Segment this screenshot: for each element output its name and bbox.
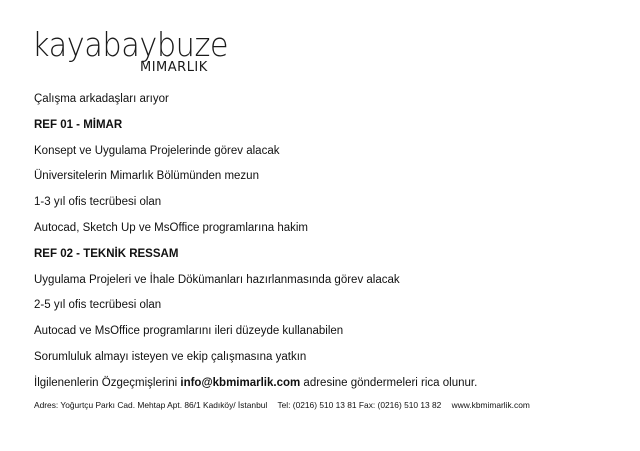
contact-email-link[interactable]: info@kbmimarlik.com	[180, 376, 301, 389]
logo-subtitle: MIMARLIK	[140, 60, 208, 75]
ref2-item: Autocad ve MsOffice programlarını ileri düzeyde kullanabilen	[34, 325, 344, 338]
ref1-title: REF 01 - MİMAR	[34, 118, 123, 131]
intro-text: Çalışma arkadaşları arıyor	[34, 93, 169, 105]
ref1-item: 1-3 yıl ofis tecrübesi olan	[34, 196, 162, 209]
contact-line	[34, 376, 624, 402]
ref2-title: REF 02 - TEKNİK RESSAM	[34, 247, 179, 260]
footer-phone: Tel: (0216) 510 13 81 Fax: (0216) 510 13 82	[277, 400, 442, 410]
contact-text-before: İlgilenenlerin Özgeçmişlerini	[34, 376, 181, 389]
ref2-item: Uygulama Projeleri ve İhale Dökümanları hazırlanmasında görev alacak	[34, 273, 400, 286]
ref1-item: Üniversitelerin Mimarlık Bölümünden mezun	[34, 170, 259, 183]
footer	[34, 400, 538, 410]
job-posting-body	[34, 92, 624, 402]
company-logo	[32, 25, 245, 75]
ref2-item: 2-5 yıl ofis tecrübesi olan	[34, 299, 162, 312]
logo-wordmark: kayabaybuze	[32, 25, 229, 64]
ref2-item: Sorumluluk almayı isteyen ve ekip çalışmasına yatkın	[34, 350, 307, 363]
ref1-item: Konsept ve Uygulama Projelerinde görev alacak	[34, 144, 280, 157]
footer-address: Adres: Yoğurtçu Parkı Cad. Mehtap Apt. 86/1 Kadıköy/ İstanbul	[34, 400, 268, 410]
ref1-item: Autocad, Sketch Up ve MsOffice programlarına hakim	[34, 221, 308, 234]
contact-text-after: adresine göndermeleri rica olunur.	[300, 376, 478, 389]
footer-website-link[interactable]: www.kbmimarlik.com	[451, 400, 530, 410]
